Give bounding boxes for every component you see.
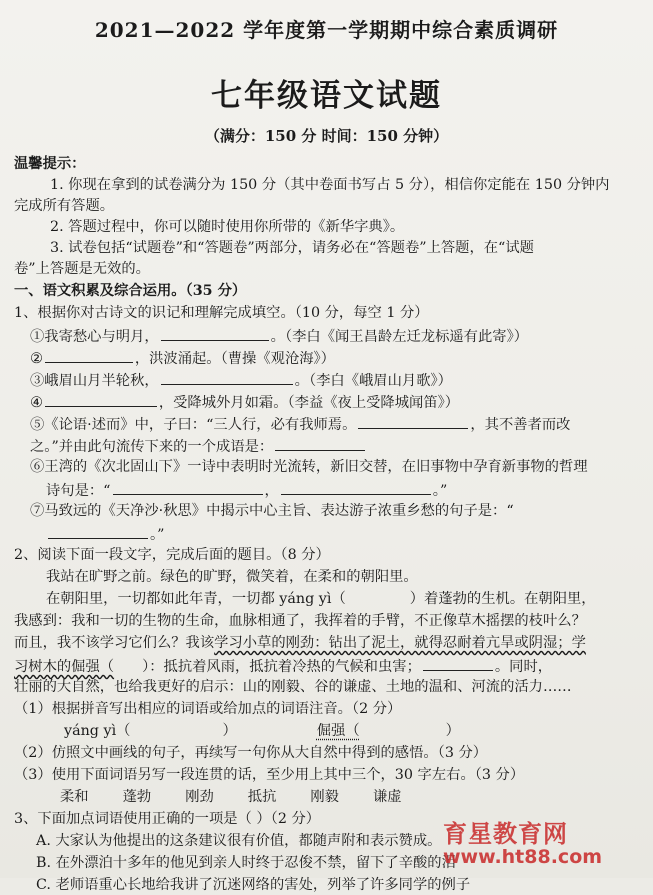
q1-line-4-text: ，受降城外月如霜。（李益《夜上受降城闻笛》） [158,395,460,411]
passage-line-4-text: 而且，我不该学习它们么？我该 [14,635,215,651]
q1-line-6-end: 。” [432,483,448,499]
q1-line-5-cont-text: 之。”并由此句流传下来的一个成语是： [30,439,274,455]
answer-blank [275,435,365,451]
option-c: C. 老师语重心长地给我讲了沉迷网络的害处，列举了许多同学的例子 [36,877,471,893]
watermark-url: www.ht88.com [443,846,603,868]
word-item: 刚毅 [310,789,339,805]
q1-line-1-text: ①我寄愁心与明月， [30,329,159,345]
exam-subject-title: 七年级语文试题 [211,78,442,114]
answer-blank [45,347,133,363]
tip-item-3-cont: 卷”上答题是无效的。 [14,261,150,277]
option-b: B. 在外漂泊十多年的他见到亲人时终于忍俊不禁，留下了辛酸的泪 [36,855,456,871]
passage-para-2-text: 在朝阳里，一切都如此年青，一切都 yáng yì（ [46,591,346,607]
q1-line-4 [30,391,459,413]
passage-line-5-end: 。同时， [494,659,553,675]
underlined-sentence-cont: 习树木的倔强（ [14,659,115,675]
answer-blank [358,413,468,429]
score-time-line: （满分：150 分 时间：150 分钟） [204,127,449,145]
q1-line-6-cont-text: 诗句是：“ [46,483,111,499]
question-1-stem: 1、根据你对古诗文的识记和理解完成填空。（10 分，每空 1 分） [14,305,429,321]
exam-period-title: 2021—2022 学年度第一学期期中综合素质调研 [94,18,559,42]
question-3-stem: 3、下面加点词语使用正确的一项是（ ）（2 分） [14,811,321,827]
tips-heading: 温馨提示： [14,156,86,172]
tip-item-2: 2. 答题过程中，你可以随时使用你所带的《新华字典》。 [50,219,405,235]
q1-line-7: ⑦马致远的《天净沙·秋思》中揭示中心主旨、表达游子浓重乡愁的句子是：“ [30,503,514,519]
dotted-word-close: ） [445,723,460,739]
question-2-stem: 2、阅读下面一段文字，完成后面的题目。（8 分） [14,547,330,563]
word-item: 蓬勃 [122,789,152,805]
q1-line-3 [30,369,452,391]
watermark-logo: 育星教育网 [443,820,568,848]
pinyin-item-close: ） [222,723,237,739]
answer-blank [113,479,263,495]
q1-line-7-end: 。” [150,527,165,543]
q1-line-1 [30,325,528,347]
word-list [60,787,402,807]
q1-line-5-text-end: ，其不善者而改 [470,417,571,433]
word-item: 柔和 [60,789,89,805]
answer-blank [48,523,148,539]
q2-sub-2: （2）仿照文中画线的句子，再续写一句你从大自然中得到的感悟。（3 分） [14,745,488,761]
passage-line-5 [14,655,552,677]
q1-line-3-source: 。（李白《峨眉山月歌》） [294,373,452,389]
q1-line-5 [30,413,570,435]
tip-item-3: 3. 试卷包括“试题卷”和“答题卷”两部分，请务必在“答题卷”上答题，在“试题 [50,240,534,256]
q1-line-6-cont [46,479,447,501]
q1-line-6-comma: ， [264,483,279,499]
answer-blank [45,391,157,407]
passage-para-2 [46,589,596,609]
q1-line-2-text: ，洪波涌起。（曹操《观沧海》） [134,351,335,367]
answer-blank [423,655,493,671]
q1-line-1-source: 。（李白《闻王昌龄左迁龙标遥有此寄》） [270,329,529,345]
tip-item-1-cont: 完成所有答题。 [14,198,115,214]
passage-para-2-end: ）着蓬勃的生机。在朝阳里， [409,591,596,607]
q2-sub-3: （3）使用下面词语另写一段连贯的话，至少用上其中三个，30 字左右。（3 分） [14,767,525,783]
q1-line-2-num: ② [30,351,43,367]
word-item: 抵抗 [247,789,277,805]
passage-line-6: 壮丽的大自然，也给我更好的启示：山的刚毅、谷的谦虚、土地的温和、河流的活力…… [14,679,572,695]
q1-line-3-text: ③峨眉山月半轮秋， [30,373,159,389]
pinyin-item: yáng yì（ [64,723,131,739]
q1-line-5-cont [30,435,367,457]
q2-sub-1-items [64,721,460,741]
q1-line-2 [30,347,335,369]
passage-line-3: 我感到：我和一切的生物的生命，血脉相通了，我挥着的手臂，不正像草木摇摆的枝叶么？ [14,613,586,629]
answer-blank [281,479,431,495]
q1-line-4-num: ④ [30,395,43,411]
word-item: 刚劲 [185,789,214,805]
section-1-heading: 一、语文积累及综合运用。（35 分） [14,283,247,299]
q1-line-5-text: ⑤《论语·述而》中，子曰：“三人行，必有我师焉。 [30,417,357,433]
passage-para-1: 我站在旷野之前。绿色的旷野，微笑着，在柔和的朝阳里。 [46,569,418,585]
site-watermark [443,814,643,872]
q2-sub-1: （1）根据拼音写出相应的词语或给加点的词语注音。（2 分） [14,701,402,717]
tip-item-1: 1. 你现在拿到的试卷满分为 150 分（其中卷面书写占 5 分），相信你定能在 150 分钟内 [50,177,610,193]
q1-line-6: ⑥王湾的《次北固山下》一诗中表明时光流转，新旧交替，在旧事物中孕育新事物的哲理 [30,459,588,475]
passage-line-4 [14,633,586,653]
q1-line-7-cont [46,523,164,545]
answer-blank [161,325,269,341]
word-item: 谦虚 [372,789,402,805]
answer-blank [161,369,293,385]
passage-line-5-text: ）：抵抗着风雨，抵抗着冷热的气候和虫害； [142,659,421,675]
underlined-sentence: 学习小草的刚劲：钻出了泥土，就得忍耐着亢旱或阴湿；学 [214,635,586,651]
dotted-word-item: 倔强（ [316,723,360,739]
option-a: A. 大家认为他提出的这条建议很有价值，都随声附和表示赞成。 [36,833,442,849]
